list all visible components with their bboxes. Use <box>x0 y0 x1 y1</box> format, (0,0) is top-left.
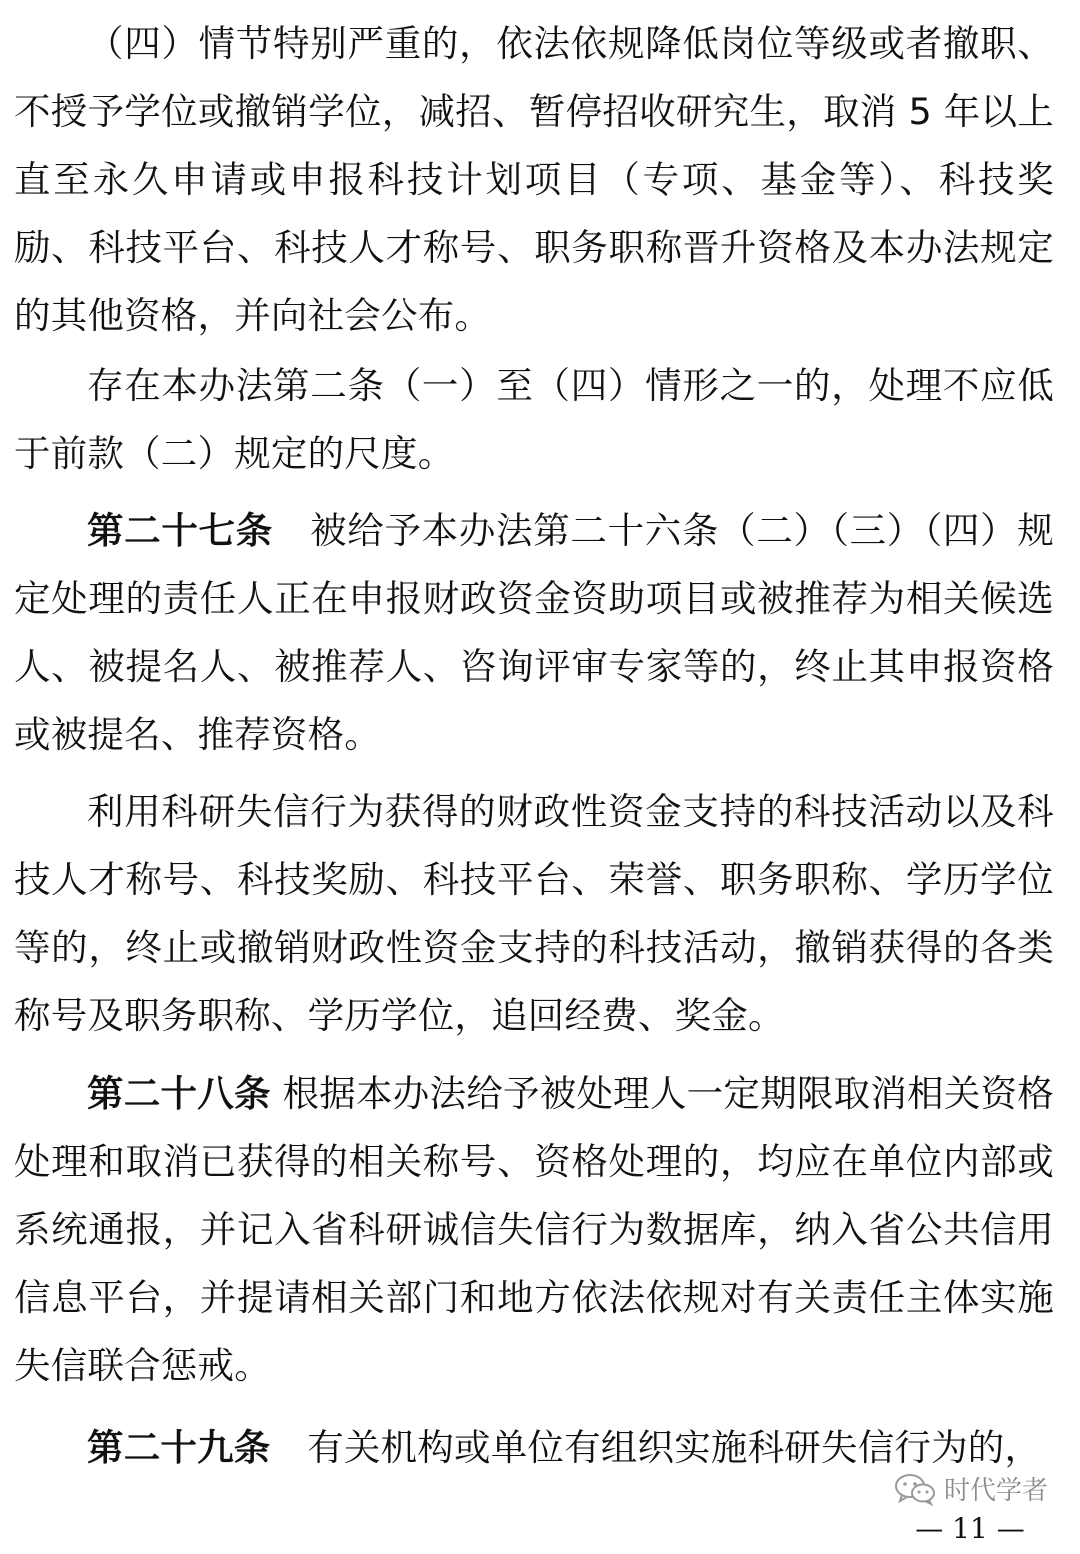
paragraph-text: 有关机构或单位有组织实施科研失信行为的， <box>307 1426 1042 1469</box>
paragraph-text: 根据本办法给予被处理人一定期限取消相关资格处理和取消已获得的相关称号、资格处理的，均应在单位内部或系统通报，并记入省科研诚信失信行为数据库，纳入省公共信用信息平台，并提请相关部门和地方依法依规对有关责任主体实施失信联合惩戒。 <box>14 1072 1055 1387</box>
paragraph <box>14 352 1054 488</box>
article-heading: 第二十七条 <box>87 509 273 552</box>
watermark-text: 时代学者 <box>943 1476 1048 1506</box>
paragraph <box>14 778 1054 1050</box>
heading-gap <box>271 1426 308 1469</box>
article-heading: 第二十九条 <box>87 1426 271 1469</box>
paragraph-text: （四）情节特别严重的，依法依规降低岗位等级或者撤职、不授予学位或撤销学位，减招、暂停招收研究生，取消 5 年以上直至永久申请或申报科技计划项目（专项、基金等）、科技奖励、科技平台、科技人才称号、职务职称晋升资格及本办法规定的其他资格，并向社会公布。 <box>14 22 1054 337</box>
wechat-icon <box>894 1472 936 1506</box>
paragraph <box>14 497 1054 769</box>
paragraph <box>14 10 1054 350</box>
paragraph <box>14 1060 1054 1400</box>
watermark <box>894 1470 1048 1507</box>
paragraph-text: 存在本办法第二条（一）至（四）情形之一的，处理不应低于前款（二）规定的尺度。 <box>14 364 1054 475</box>
paragraph-text: 被给予本办法第二十六条（二）（三）（四）规定处理的责任人正在申报财政资金资助项目或被推荐为相关候选人、被提名人、被推荐人、咨询评审专家等的，终止其申报资格或被提名、推荐资格。 <box>14 509 1054 756</box>
paragraph-text: 利用科研失信行为获得的财政性资金支持的科技活动以及科技人才称号、科技奖励、科技平台、荣誉、职务职称、学历学位等的，终止或撤销财政性资金支持的科技活动，撤销获得的各类称号及职务职称、学历学位，追回经费、奖金。 <box>14 790 1054 1037</box>
article-heading: 第二十八条 <box>87 1072 271 1115</box>
heading-gap <box>271 1072 283 1115</box>
heading-gap <box>273 509 310 552</box>
page-number: — 11 — <box>915 1512 1025 1545</box>
